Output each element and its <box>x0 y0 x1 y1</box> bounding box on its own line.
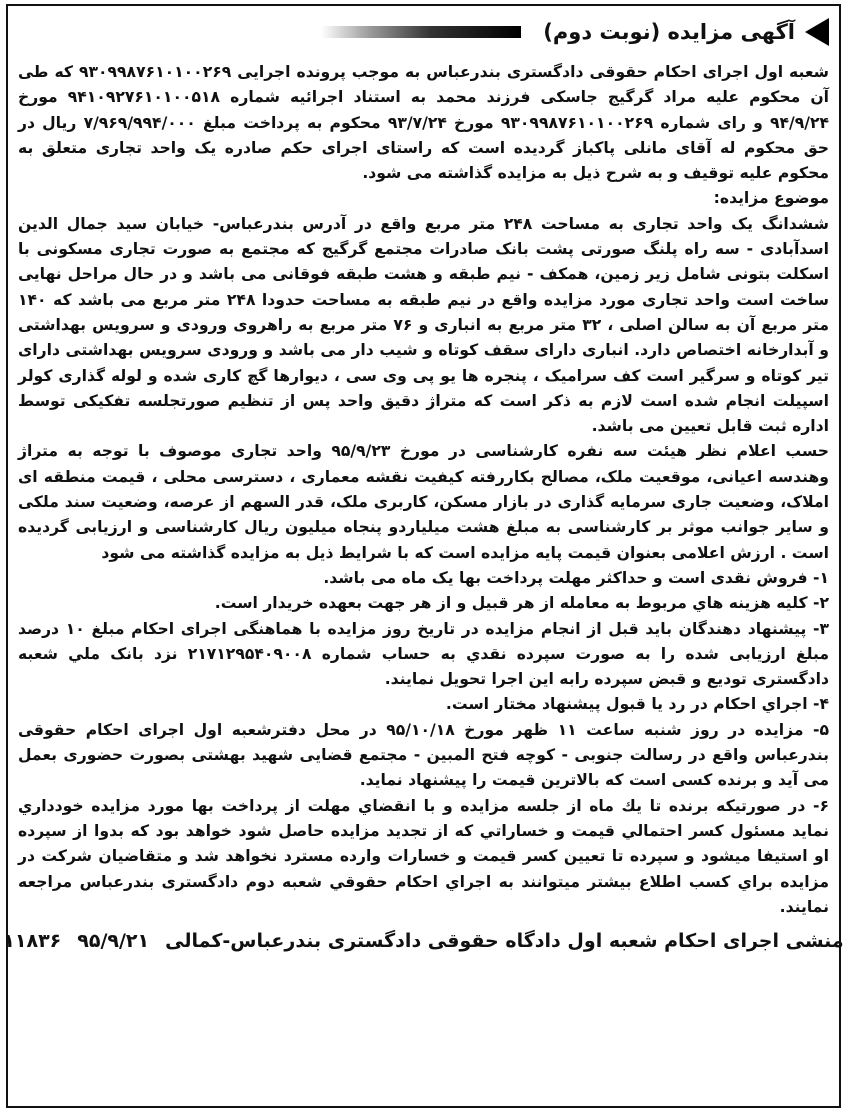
subject-heading: موضوع مزایده: <box>713 189 829 208</box>
condition-item: ۲- کلیه هزینه هاي مربوط به معامله از هر قبیل و از هر جهت بعهده خریدار است. <box>214 594 829 613</box>
condition-item: ۵- مزایده در روز شنبه ساعت ۱۱ ظهر مورخ ۹۵/۱۰/۱۸ در محل دفترشعبه اول اجرای احکام حقوقی بندرعباس واقع در رسالت جنوبی - کوچه فتح المبین - مجتمع قضایی شهید بهشتی بصورت حضوری بعمل می آید و برنده کسی است که بالاترین قیمت را پیشنهاد نماید. <box>18 720 829 790</box>
footer-date: ۹۵/۹/۲۱ <box>77 930 150 953</box>
subject-paragraph: ششدانگ یک واحد تجاری به مساحت ۲۴۸ متر مربع واقع در آدرس بندرعباس- خیابان سید جمال الدین اسدآبادی - سه راه پلنگ صورتی پشت بانک صادرات مجتمع گرگیج که مجتمع به صورت تجاری مسکونی با اسکلت بتونی شامل زیر زمین، همکف - نیم طبقه و هشت طبقه فوقانی می باشد و در حال مراحل نهایی ساخت است واحد تجاری مورد مزایده واقع در نیم طبقه به مساحت حدودا ۲۴۸ متر مربع می باشد که ۱۴۰ متر مربع آن به سالن اصلی ، ۳۲ متر مربع به انباری و ۷۶ متر مربع به راهروی ورودی و سرویس بهداشتی و آبدارخانه اختصاص دارد. انباری دارای سقف کوتاه و شیب دار می باشد و ورودی سرویس بهداشتی دارای تیر کوتاه و سرگیر است کف سرامیک ، پنجره ها یو پی وی سی ، دیوارها گچ کاری شده و لوله گذاری کولر اسپیلت انجام شده است لازم به ذکر است که متراژ دقیق واحد پس از تنظیم صورتجلسه تفکیکی توسط اداره ثبت قابل تعیین می باشد. <box>18 214 829 436</box>
intro-paragraph: شعبه اول اجرای احکام حقوقی دادگستری بندرعباس به موجب پرونده اجرایی ۹۳۰۹۹۸۷۶۱۰۱۰۰۲۶۹ که طی آن محکوم علیه مراد گرگیج جاسکی فرزند محمد به استناد اجرائیه شماره ۹۴۱۰۹۲۷۶۱۰۱۰۰۵۱۸ مورخ ۹۴/۹/۲۴ و رای شماره ۹۳۰۹۹۸۷۶۱۰۱۰۰۲۶۹ مورخ ۹۳/۷/۲۴ محکوم به پرداخت مبلغ ۷/۹۶۹/۹۹۴/۰۰۰ ریال در حق محکوم له آقای مانلی پاکباز گردیده است که راستای اجرای حکم صادره یک واحد تجاری متعلق به محکوم علیه توقیف و به شرح ذیل به مزایده گذاشته می شود. <box>18 63 830 183</box>
notice-footer <box>3 930 844 953</box>
condition-item: ۶- در صورتیکه برنده تا یك ماه از جلسه مزایده و با انقضاي مهلت از پرداخت بها مورد مزایده خودداري نماید مسئول کسر احتمالي قیمت و خساراتي که از تجدید مزایده حاصل شود خواهد بود که بدوا از سپرده او استیفا میشود و سپرده تا تعیین کسر قیمت و خسارات وارده مسترد نخواهد شد و متقاضیان شرکت در مزایده براي کسب اطلاع بیشتر میتوانند به اجراي احکام حقوقي شعبه دوم دادگستری بندرعباس مراجعه نمایند. <box>18 796 829 916</box>
condition-item: ۴- اجراي احکام در رد یا قبول پیشنهاد مختار است. <box>445 695 829 714</box>
condition-item: ۳- پیشنهاد دهندگان باید قبل از انجام مزایده در تاریخ روز مزایده با هماهنگی اجرای احکام مبلغ ۱۰ درصد مبلغ ارزیابی شده را به صورت سپرده نقدي به حساب شماره ۲۱۷۱۲۹۵۴۰۹۰۰۸ نزد بانک ملي شعبه دادگستری تودیع و قبض سپرده رابه این اجرا تحویل نمایند. <box>18 619 830 689</box>
notice-title: آگهی مزایده (نوبت دوم) <box>543 20 795 44</box>
triangle-arrow-icon <box>805 18 829 46</box>
footer-code: ۱۱۸۳۶ <box>3 930 62 953</box>
condition-item: ۱- فروش نقدی است و حداکثر مهلت پرداخت بها یک ماه می باشد. <box>323 568 829 587</box>
notice-header <box>18 10 829 54</box>
valuation-paragraph: حسب اعلام نظر هیئت سه نفره کارشناسی در مورخ ۹۵/۹/۲۳ واحد تجاری موصوف با توجه به متراژ وهندسه اعیانی، موقعیت ملک، مصالح بکاررفته کیفیت نقشه معماری ، دسترسی محلی ، قیمت منطقه ای املاک، وضعیت جاری سرمایه گذاری در بازار مسکن، کاربری ملک، قدر السهم از عرصه، وضعیت سند ملکی و سایر جوانب موثر بر کارشناسی به مبلغ هشت میلیاردو پنجاه میلیون ریال کارشناسی و ارزیابی گردیده است . ارزش اعلامی بعنوان قیمت پایه مزایده است که با شرایط ذیل به مزایده گذاشته می شود <box>18 442 829 562</box>
title-gradient-bar <box>321 26 521 38</box>
notice-body <box>18 60 829 920</box>
signature-line: منشی اجرای احکام شعبه اول دادگاه حقوقی دادگستری بندرعباس-کمالی <box>165 930 844 953</box>
